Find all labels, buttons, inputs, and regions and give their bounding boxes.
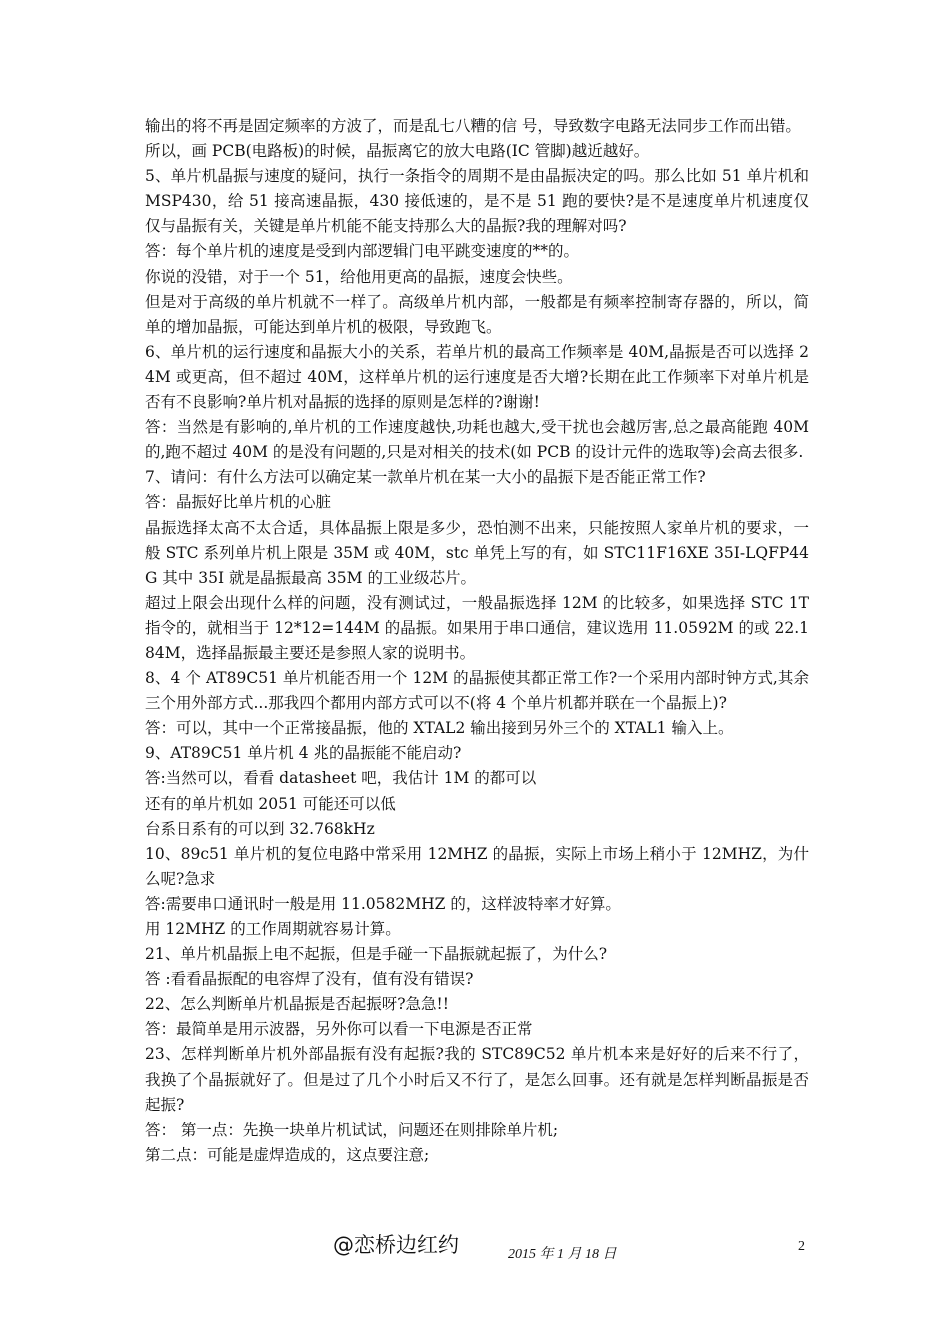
- paragraph-28: 第二点：可能是虚焊造成的，这点要注意;: [145, 1145, 430, 1164]
- paragraph-3: 5、单片机晶振与速度的疑问，执行一条指令的周期不是由晶振决定的吗。那么比如 51 单片机和 MSP430，给 51 接高速晶振，430 接低速的，是不是 51 跑的要快?是不是速度单片机速度仅仅与晶振有关，关键是单片机能不能支持那么大的晶振?我的理解对吗?: [145, 167, 809, 236]
- paragraph-20: 答:需要串口通讯时一般是用 11.0582MHZ 的，这样波特率才好算。: [145, 894, 621, 913]
- paragraph-5: 你说的没错，对于一个 51，给他用更高的晶振，速度会快些。: [145, 267, 573, 286]
- paragraph-17: 还有的单片机如 2051 可能还可以低: [145, 794, 396, 813]
- paragraph-14: 答：可以，其中一个正常接晶振，他的 XTAL2 输出接到另外三个的 XTAL1 输入上。: [145, 719, 734, 738]
- body-text: [145, 114, 809, 1168]
- paragraph-4: 答：每个单片机的速度是受到内部逻辑门电平跳变速度的**的。: [145, 242, 580, 261]
- paragraph-1: 输出的将不再是固定频率的方波了，而是乱七八糟的信 号，导致数字电路无法同步工作而出错。: [145, 117, 801, 135]
- paragraph-18: 台系日系有的可以到 32.768kHz: [145, 819, 375, 838]
- footer-date: 2015 年 1 月 18 日: [508, 1247, 617, 1262]
- paragraph-2: 所以，画 PCB(电路板)的时候，晶振离它的放大电路(IC 管脚)越近越好。: [145, 142, 650, 161]
- paragraph-19: 10、89c51 单片机的复位电路中常采用 12MHZ 的晶振，实际上市场上稍小于 12MHZ，为什么呢?急求: [145, 844, 809, 888]
- paragraph-22: 21、单片机晶振上电不起振，但是手碰一下晶振就起振了，为什么?: [145, 945, 608, 964]
- paragraph-11: 晶振选择太高不太合适，具体晶振上限是多少，恐怕测不出来，只能按照人家单片机的要求，一般 STC 系列单片机上限是 35M 或 40M，stc 单凭上写的有，如 STC11F16XE 35I-LQFP44G 其中 35I 就是晶振最高 35M 的工业级芯片。: [145, 518, 809, 587]
- footer-signature: @恋桥边红约: [333, 1233, 459, 1257]
- paragraph-21: 用 12MHZ 的工作周期就容易计算。: [145, 920, 401, 938]
- page-number: 2: [798, 1239, 805, 1254]
- paragraph-16: 答:当然可以，看看 datasheet 吧，我估计 1M 的都可以: [145, 769, 537, 788]
- paragraph-23: 答 :看看晶振配的电容焊了没有，值有没有错误?: [145, 970, 474, 989]
- paragraph-12: 超过上限会出现什么样的问题，没有测试过，一般晶振选择 12M 的比较多，如果选择 STC 1T 指令的，就相当于 12*12=144M 的晶振。如果用于串口通信，建议选用 11.0592M 的或 22.184M，选择晶振最主要还是参照人家的说明书。: [145, 593, 809, 662]
- paragraph-15: 9、AT89C51 单片机 4 兆的晶振能不能启动?: [145, 744, 462, 763]
- paragraph-13: 8、4 个 AT89C51 单片机能否用一个 12M 的晶振使其都正常工作?一个采用内部时钟方式,其余三个用外部方式...那我四个都用内部方式可以不(将 4 个单片机都并联在一个晶振上)?: [145, 669, 809, 713]
- paragraph-7: 6、单片机的运行速度和晶振大小的关系，若单片机的最高工作频率是 40M,晶振是否可以选择 24M 或更高，但不超过 40M，这样单片机的运行速度是否大增?长期在此工作频率下对单片机是否有不良影响?单片机对晶振的选择的原则是怎样的?谢谢!: [145, 342, 809, 412]
- paragraph-10: 答：晶振好比单片机的心脏: [145, 493, 332, 512]
- paragraph-8: 答：当然是有影响的,单片机的工作速度越快,功耗也越大,受干扰也会越厉害,总之最高能跑 40M 的,跑不超过 40M 的是没有问题的,只是对相关的技术(如 PCB 的设计元件的选取等)会高去很多.: [145, 418, 809, 462]
- paragraph-27: 答： 第一点：先换一块单片机试试，问题还在则排除单片机;: [145, 1120, 559, 1139]
- paragraph-25: 答：最简单是用示波器，另外你可以看一下电源是否正常: [145, 1020, 533, 1039]
- paragraph-9: 7、请问：有什么方法可以确定某一款单片机在某一大小的晶振下是否能正常工作?: [145, 468, 706, 487]
- paragraph-24: 22、怎么判断单片机晶振是否起振呀?急急!!: [145, 995, 449, 1014]
- paragraph-6: 但是对于高级的单片机就不一样了。高级单片机内部，一般都是有频率控制寄存器的，所以，简单的增加晶振，可能达到单片机的极限，导致跑飞。: [145, 292, 809, 336]
- paragraph-26: 23、怎样判断单片机外部晶振有没有起振?我的 STC89C52 单片机本来是好好的后来不行了，我换了个晶振就好了。但是过了几个小时后又不行了，是怎么回事。还有就是怎样判断晶振是否起振?: [145, 1045, 809, 1114]
